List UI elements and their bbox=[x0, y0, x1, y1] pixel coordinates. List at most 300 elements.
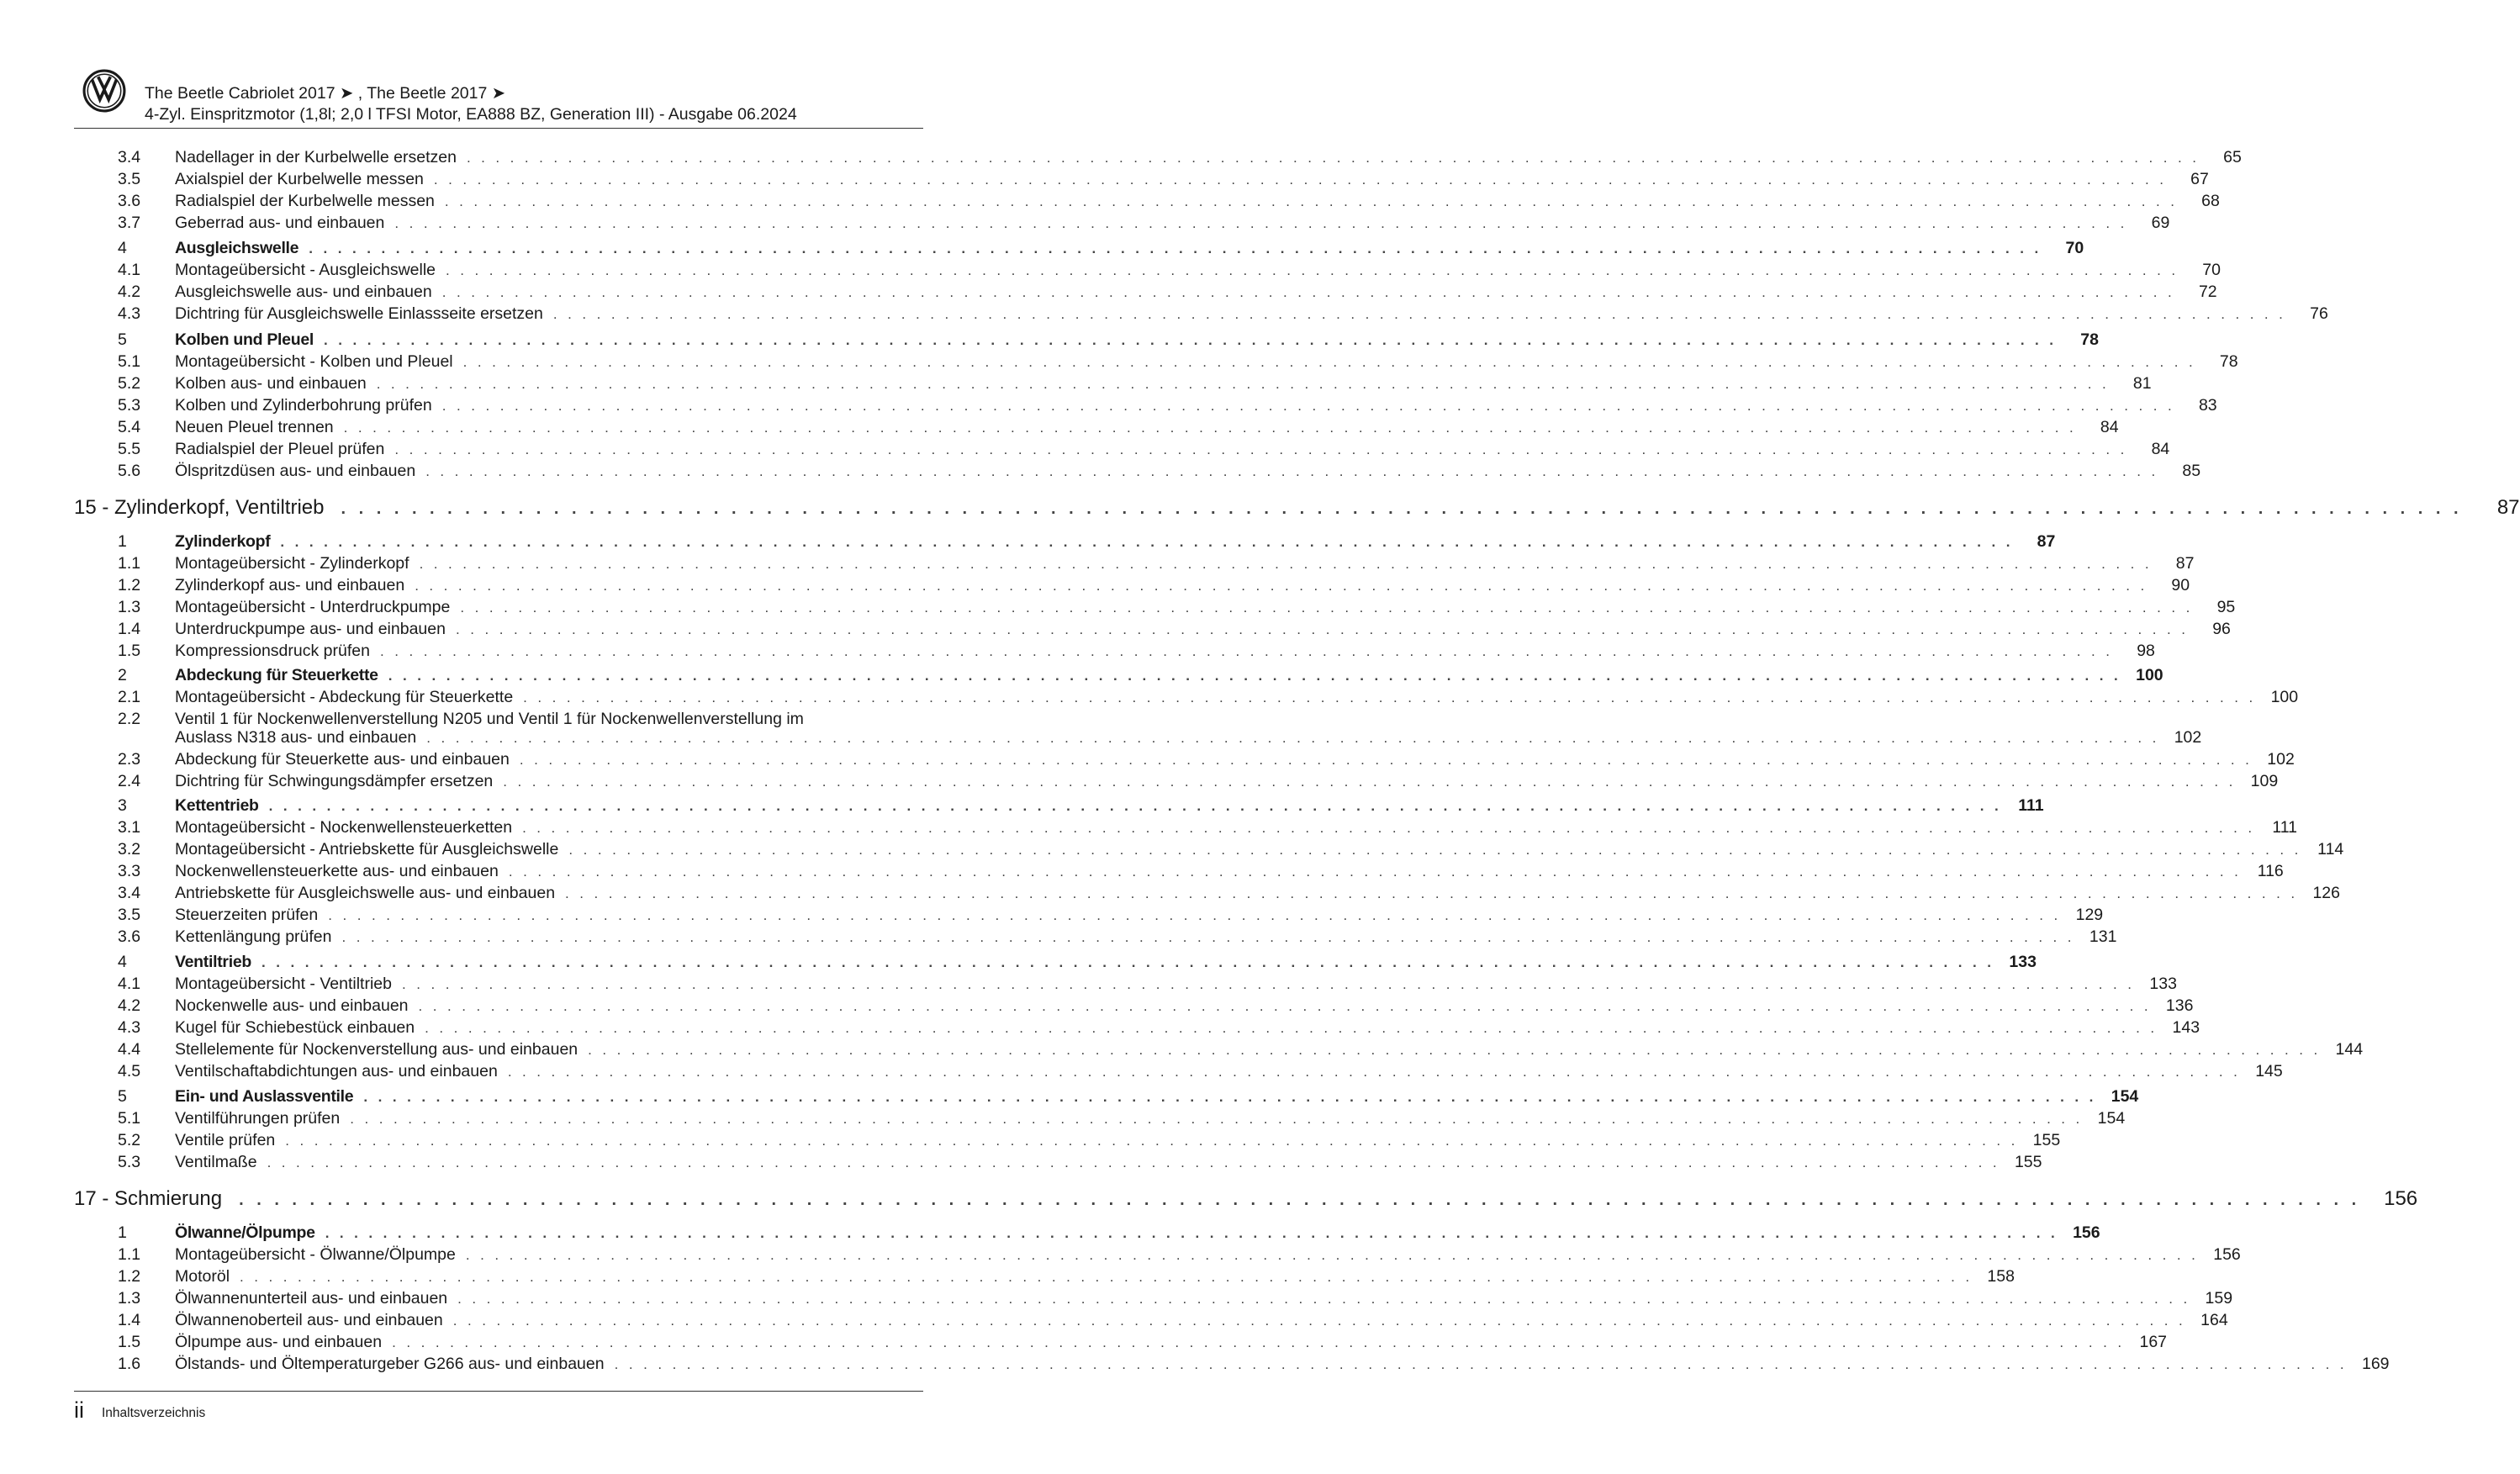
dot-leader: . . . . . . . . . . . . . . . . . . . . . . . . . . . . . . . . . . . . . . . . . . . . . . . . . . . . . . . . . . . . . . . . . . . . . . . . . . . . . . . . . . . . . . . . . . . . . . . . . . . . . . . . . . . . . . . . . . . . . . . . bbox=[280, 534, 2014, 550]
toc-page-number: 70 bbox=[2202, 261, 2221, 279]
toc-page-number: 87 bbox=[2496, 496, 2520, 519]
toc-section[interactable] bbox=[74, 1087, 2139, 1106]
toc-entry-title: Ventile prüfen bbox=[175, 1131, 276, 1149]
dot-leader: . . . . . . . . . . . . . . . . . . . . . . . . . . . . . . . . . . . . . . . . . . . . . . . . . . . . . . . . . . . . . . . . . . . . . . . . . . . . . . . . . . . . . . . . . . . . . . . . . . . . . . . . . . . . . . . . . . . . . . . . bbox=[379, 643, 2113, 659]
toc-entry-line bbox=[175, 1355, 2390, 1374]
toc-entry[interactable] bbox=[74, 214, 2170, 232]
toc-entry-line bbox=[175, 239, 2084, 258]
toc-page-number: 144 bbox=[2335, 1040, 2364, 1059]
dot-leader: . . . . . . . . . . . . . . . . . . . . . . . . . . . . . . . . . . . . . . . . . . . . . . . . . . . . . . . . . . . . . . . . . . . . . . . . . . . . . . . . . . . . . . . . . . . . . . . . . . . . . . . . . . . . . . . . . . . . . . . . bbox=[507, 1064, 2241, 1080]
toc-page-number: 111 bbox=[2272, 818, 2297, 837]
dot-leader: . . . . . . . . . . . . . . . . . . . . . . . . . . . . . . . . . . . . . . . . . . . . . . . . . . . . . . . . . . . . . . . . . . . . . . . . . . . . . . . . . . . . . . . . . . . . . . . . . . . . . . . . . . . . . . . . . . . . . . . . bbox=[433, 172, 2167, 188]
toc-entry-title: Unterdruckpumpe aus- und einbauen bbox=[175, 620, 446, 638]
toc-entry-number: 4.2 bbox=[118, 283, 141, 301]
dot-leader: . . . . . . . . . . . . . . . . . . . . . . . . . . . . . . . . . . . . . . . . . . . . . . . . . . . . . . . . . . . . . . . . . . . . . . . . . . . . . . . . . . . . . . . . . . . . . . . . . . . . . . . . . . . . . . . . . . . . . . . . bbox=[614, 1356, 2348, 1372]
dot-leader: . . . . . . . . . . . . . . . . . . . . . . . . . . . . . . . . . . . . . . . . . . . . . . . . . . . . . . . . . . . . . . . . . . . . . . . . . . . . . . . . . . . . . . . . . . . . . . . . . . . . . . . . . . . . . . . . . . . . . . . . bbox=[460, 600, 2194, 615]
toc-entry-title: Radialspiel der Pleuel prüfen bbox=[175, 440, 385, 458]
dot-leader: . . . . . . . . . . . . . . . . . . . . . . . . . . . . . . . . . . . . . . . . . . . . . . . . . . . . . . . . . . . . . . . . . . . . . . . . . . . . . . . . . . . . . . . . . . . . . . . . . . . . . . . . . . . . . . . . . . . . . . . . bbox=[441, 284, 2175, 300]
toc-page-number: 155 bbox=[2014, 1153, 2042, 1171]
toc-entry-line bbox=[175, 192, 2220, 211]
toc-page-number: 65 bbox=[2223, 148, 2242, 166]
toc-entry-number: 4.2 bbox=[118, 996, 141, 1015]
dot-leader: . . . . . . . . . . . . . . . . . . . . . . . . . . . . . . . . . . . . . . . . . . . . . . . . . . . . . . . . . . . . . . . . . . . . . . . . . . . . . . . . . . . . . . . . . . . . . . . . . . . . . . . . . . . . . . . . . . . . . . . . bbox=[325, 1225, 2058, 1241]
toc-entry-title: Montageübersicht - Ölwanne/Ölpumpe bbox=[175, 1245, 456, 1264]
dot-leader: . . . . . . . . . . . . . . . . . . . . . . . . . . . . . . . . . . . . . . . . . . . . . . . . . . . . . . . . . . . . . . . . . . . . . . . . . . . . . . . . . . . . . . . . . . . . . . . . . . . . . . . . . . . . . . . . . . . . . . . . bbox=[519, 752, 2253, 768]
footer-section-label: Inhaltsverzeichnis bbox=[102, 1406, 206, 1420]
toc-entry-number: 1.2 bbox=[118, 1267, 141, 1286]
toc-entry-line bbox=[175, 1289, 2233, 1308]
toc-entry-number: 5.1 bbox=[118, 352, 141, 371]
toc-page-number: 68 bbox=[2201, 192, 2220, 210]
toc-page-number: 154 bbox=[2111, 1087, 2139, 1106]
toc-entry[interactable] bbox=[74, 996, 2194, 1015]
toc-entry-title: Montageübersicht - Abdeckung für Steuerkette bbox=[175, 688, 514, 706]
toc-entry-line bbox=[74, 1187, 2418, 1212]
toc-entry-number: 1.3 bbox=[118, 598, 141, 616]
toc-entry[interactable] bbox=[74, 1153, 2042, 1171]
toc-entry-title: Ventilmaße bbox=[175, 1153, 257, 1171]
toc-entry-title: Zylinderkopf bbox=[175, 532, 271, 551]
toc-section[interactable] bbox=[74, 796, 2044, 815]
toc-page-number: 96 bbox=[2212, 620, 2231, 638]
dot-leader: . . . . . . . . . . . . . . . . . . . . . . . . . . . . . . . . . . . . . . . . . . . . . . . . . . . . . . . . . . . . . . . . . . . . . . . . . . . . . . . . . . . . . . . . . . . . . . . . . . . . . . . . . . . . . . . . . . . . . . . . bbox=[425, 463, 2159, 479]
toc-entry-line bbox=[175, 1018, 2200, 1038]
dot-leader: . . . . . . . . . . . . . . . . . . . . . . . . . . . . . . . . . . . . . . . . . . . . . . . . . . . . . . . . . . . . . . . . . . . . . . . . . . . . . . . . . . . . . . . . . . . . . . . . . . . . . . . . . . . . . . . . . . . . . . . . bbox=[268, 798, 2002, 814]
toc-page-number: 158 bbox=[1987, 1267, 2015, 1286]
toc-entry-number: 3.1 bbox=[118, 818, 141, 837]
toc-section[interactable] bbox=[74, 532, 2056, 551]
toc-page-number: 98 bbox=[2137, 642, 2155, 660]
dot-leader: . . . . . . . . . . . . . . . . . . . . . . . . . . . . . . . . . . . . . . . . . . . . . . . . . . . . . . . . . . . . . . . . . . . . . . . . . . . . . . . . . . . . . . . . . . . . . . . . . . . . . . . . . . . . . . . . . . . . . . . . bbox=[394, 441, 2128, 457]
toc-entry-number: 4 bbox=[118, 953, 127, 971]
toc-page-number: 114 bbox=[2317, 840, 2344, 859]
toc-entry[interactable] bbox=[74, 620, 2231, 638]
dot-leader: . . . . . . . . . . . . . . . . . . . . . . . . . . . . . . . . . . . . . . . . . . . . . . . . . . . . . . . . . . . . . . . . . . . . . . . . . . . . . . . . . . . . . . . . . . . . . . . . . . . . . . . . . . . . . . . . . . . . . . . . bbox=[522, 820, 2255, 836]
toc-chapter[interactable] bbox=[74, 496, 2520, 520]
toc-entry[interactable] bbox=[74, 688, 2299, 706]
toc-entry-number: 1.4 bbox=[118, 1311, 141, 1329]
toc-entry-title: Geberrad aus- und einbauen bbox=[175, 214, 385, 232]
toc-page-number: 159 bbox=[2205, 1289, 2233, 1308]
toc-entry-number: 1.1 bbox=[118, 1245, 141, 1264]
dot-leader: . . . . . . . . . . . . . . . . . . . . . . . . . . . . . . . . . . . . . . . . . . . . . . . . . . . . . . . . . . . . . . . . . . . . . . . . . . . . . . . . . . . . . . . . . . . . . . . . . . . . . . . . . . . . . . . . . . . . . . . . bbox=[341, 929, 2075, 945]
toc-chapter[interactable] bbox=[74, 1187, 2418, 1211]
toc-entry[interactable] bbox=[74, 772, 2279, 790]
toc-entry-title: Kettenlängung prüfen bbox=[175, 927, 332, 946]
dot-leader: . . . . . . . . . . . . . . . . . . . . . . . . . . . . . . . . . . . . . . . . . . . . . . . . . . . . . . . . . . . . . . . . . . . . . . . . . . . . . . . . . . . . . . . . . . . . . . . . . . . . . . . . . . . . . . . . . . . . . . . . bbox=[401, 976, 2135, 992]
toc-entry[interactable] bbox=[74, 975, 2177, 993]
toc-entry-number: 1 bbox=[118, 1223, 127, 1242]
toc-page-number: 169 bbox=[2361, 1355, 2390, 1373]
toc-entry-number: 5.2 bbox=[118, 1131, 141, 1149]
toc-page-number: 154 bbox=[2097, 1109, 2126, 1128]
toc-page-number: 81 bbox=[2132, 374, 2152, 393]
toc-entry-number: 4.3 bbox=[118, 304, 141, 323]
toc-entry-line bbox=[175, 840, 2344, 859]
toc-section[interactable] bbox=[74, 330, 2099, 349]
toc-entry[interactable] bbox=[74, 642, 2155, 660]
dot-leader: . . . . . . . . . . . . . . . . . . . . . . . . . . . . . . . . . . . . . . . . . . . . . . . . . . . . . . . . . . . . . . . . . . . . . . . . . . . . . . . . . . . . . . . . . . . . . . . . . . . . . . . . . . . . . . . . . . . . . . . . bbox=[324, 332, 2057, 348]
toc-entry-number: 5.2 bbox=[118, 374, 141, 393]
toc-entry-number: 3.6 bbox=[118, 927, 141, 946]
toc-entry-number: 5 bbox=[118, 1087, 127, 1106]
vw-logo-icon bbox=[82, 69, 126, 113]
toc-page-number: 133 bbox=[2149, 975, 2177, 993]
toc-entry-title: Zylinderkopf aus- und einbauen bbox=[175, 576, 405, 594]
toc-entry-number: 5.4 bbox=[118, 418, 141, 436]
toc-entry-line bbox=[175, 953, 2037, 972]
toc-entry-line bbox=[175, 996, 2194, 1016]
dot-leader: . . . . . . . . . . . . . . . . . . . . . . . . . . . . . . . . . . . . . . . . . . . . . . . . . . . . . . . . . . . . . . . . . . . . . . . . . . . . . . . . . . . . . . . . . . . . . . . . . . . . . . . . . . . . . . . . . . . . . . . . bbox=[457, 1291, 2191, 1307]
dot-leader: . . . . . . . . . . . . . . . . . . . . . . . . . . . . . . . . . . . . . . . . . . . . . . . . . . . . . . . . . . . . . . . . . . . . . . . . . . . . . . . . . . . . . . . . . . . . . . . . . . . . . . . . . . . . . . . . . . . . . . . . bbox=[452, 1313, 2186, 1329]
toc-entry-title: Kolben aus- und einbauen bbox=[175, 374, 367, 393]
toc-entry-number: 2.2 bbox=[118, 710, 141, 728]
toc-page-number: 126 bbox=[2312, 884, 2340, 902]
toc-page-number: 102 bbox=[2174, 728, 2202, 747]
dot-leader: . . . . . . . . . . . . . . . . . . . . . . . . . . . . . . . . . . . . . . . . . . . . . . . . . . . . . . . . . . . . . . . . . . . . . . . . . . . . . . . . . . . . . . . . . . . . . . . . . . . . . . . . . . . . . . . . . . . . . . . . bbox=[394, 215, 2128, 231]
toc-entry-line bbox=[175, 554, 2195, 573]
toc-entry-line bbox=[175, 728, 2202, 748]
toc-entry-line bbox=[175, 1109, 2126, 1128]
toc-entry[interactable] bbox=[74, 750, 2295, 769]
toc-entry-number: 3.2 bbox=[118, 840, 141, 859]
toc-entry[interactable] bbox=[74, 170, 2209, 188]
dot-leader: . . . . . . . . . . . . . . . . . . . . . . . . . . . . . . . . . . . . . . . . . . . . . . . . . . . . . . . . . . . . . . . . . . . . . . . . . . . . . . . . . . . . . . . . . . . . . . . . . . . . . . . . . . . . . . . . . . . . . . . . bbox=[426, 730, 2160, 746]
toc-entry-line bbox=[175, 1131, 2061, 1150]
toc-entry[interactable] bbox=[74, 927, 2117, 946]
toc-entry-line bbox=[175, 352, 2238, 372]
toc-entry-number: 2.1 bbox=[118, 688, 141, 706]
toc-page-number: 87 bbox=[2175, 554, 2195, 573]
toc-entry-line bbox=[175, 975, 2177, 994]
toc-entry-title: Kugel für Schiebestück einbauen bbox=[175, 1018, 415, 1037]
toc-entry-number: 1.6 bbox=[118, 1355, 141, 1373]
toc-entry-line bbox=[175, 462, 2201, 481]
toc-entry-number: 1.1 bbox=[118, 554, 141, 573]
toc-entry-number: 3.4 bbox=[118, 884, 141, 902]
toc-page-number: 85 bbox=[2182, 462, 2201, 480]
toc-entry-number: 3.3 bbox=[118, 862, 141, 880]
toc-entry[interactable] bbox=[74, 1018, 2200, 1037]
toc-page-number: 167 bbox=[2139, 1333, 2168, 1351]
toc-entry[interactable] bbox=[74, 1289, 2233, 1308]
toc-entry-line bbox=[175, 906, 2104, 925]
toc-entry[interactable] bbox=[74, 1109, 2126, 1128]
toc-page-number: 67 bbox=[2190, 170, 2209, 188]
toc-page-number: 116 bbox=[2257, 862, 2284, 880]
toc-page-number: 131 bbox=[2089, 927, 2117, 946]
dot-leader: . . . . . . . . . . . . . . . . . . . . . . . . . . . . . . . . . . . . . . . . . . . . . . . . . . . . . . . . . . . . . . . . . . . . . . . . . . . . . . . . . . . . . . . . . . . . . . . . . . . . . . . . . . . . . . . . . . . . . . . . bbox=[588, 1042, 2322, 1058]
toc-entry[interactable] bbox=[74, 840, 2344, 859]
toc-entry-line bbox=[175, 772, 2279, 791]
toc-entry[interactable] bbox=[74, 1245, 2241, 1264]
dot-leader: . . . . . . . . . . . . . . . . . . . . . . . . . . . . . . . . . . . . . . . . . . . . . . . . . . . . . . . . . . . . . . . . . . . . . . . . . . . . . . . . . . . . . . . . . . . . . . . . . . . . . . . . . . . . . . . . . . . . . . . . bbox=[523, 689, 2257, 705]
dot-leader: . . . . . . . . . . . . . . . . . . . . . . . . . . . . . . . . . . . . . . . . . . . . . . . . . . . . . . . . . . . . . . . . . . . . . . . . . . . . . . . . . . . . . . . . . . . . . . . . . . . . . . . . . . . . . . . . . . . . . . . . bbox=[285, 1133, 2019, 1149]
toc-entry-title: Auslass N318 aus- und einbauen bbox=[175, 728, 417, 747]
toc-entry-number: 4.1 bbox=[118, 261, 141, 279]
toc-entry-line bbox=[175, 1333, 2168, 1352]
toc-entry-title: Abdeckung für Steuerkette aus- und einbauen bbox=[175, 750, 510, 769]
toc-entry-title: Neuen Pleuel trennen bbox=[175, 418, 334, 436]
toc-page-number: 143 bbox=[2172, 1018, 2200, 1037]
toc-entry-line bbox=[175, 750, 2295, 769]
toc-entry-title: Montageübersicht - Ventiltrieb bbox=[175, 975, 392, 993]
toc-entry-title: Dichtring für Ausgleichswelle Einlassseite ersetzen bbox=[175, 304, 543, 323]
toc-entry[interactable] bbox=[74, 1311, 2228, 1329]
dot-leader: . . . . . . . . . . . . . . . . . . . . . . . . . . . . . . . . . . . . . . . . . . . . . . . . . . . . . . . . . . . . . . . . . . . . . . . . . . . . . . . . . . . . . . . . . . . . . . . . . . . . . . . . . . . . . . . . . . . . . . . . bbox=[568, 842, 2302, 858]
toc-page-number: 156 bbox=[2384, 1187, 2418, 1210]
toc-entry-title: Ventil 1 für Nockenwellenverstellung N205 und Ventil 1 für Nockenwellenverstellung im bbox=[175, 710, 804, 728]
toc-entry-title: Ölpumpe aus- und einbauen bbox=[175, 1333, 383, 1351]
toc-entry[interactable] bbox=[74, 1131, 2061, 1149]
dot-leader: . . . . . . . . . . . . . . . . . . . . . . . . . . . . . . . . . . . . . . . . . . . . . . . . . . . . . . . . . . . . . . . . . . . . . . . . . . . . . . . . . . . . . . . . . . . . . . . . . . . . . . . . . . . . . . . . . . . . . . . . bbox=[309, 240, 2042, 256]
toc-page-number: 129 bbox=[2075, 906, 2104, 924]
dot-leader: . . . . . . . . . . . . . . . . . . . . . . . . . . . . . . . . . . . . . . . . . . . . . . . . . . . . . . . . . . . . . . . . . . . . . . . . . . . . . . . . . . . . . . . . . . . . . . . . . . . . . . . . . . . . . . . . . . . . . . . . bbox=[455, 621, 2189, 637]
toc-entry-title: Ein- und Auslassventile bbox=[175, 1087, 354, 1106]
toc-section[interactable] bbox=[74, 239, 2084, 257]
dot-leader: . . . . . . . . . . . . . . . . . . . . . . . . . . . . . . . . . . . . . . . . . . . . . . . . . . . . . . . . . . . . . . . . . . . . . . . . . . . . . . . . . . . . . . . . . . . . . . . . . . . . . . . . . . . . . . . . . . . . . . . . bbox=[552, 306, 2286, 322]
dot-leader: . . . . . . . . . . . . . . . . . . . . . . . . . . . . . . . . . . . . . . . . . . . . . . . . . . . . . . . . . . . . . . . . . . . . . . . . . . . . . . . . . . . . . . . . . . . . . . . . . . . . . . . . . . . . . . . . . . . . . . . . bbox=[376, 376, 2110, 392]
toc-entry-title: Steuerzeiten prüfen bbox=[175, 906, 319, 924]
toc-page-number: 164 bbox=[2200, 1311, 2228, 1329]
toc-page-number: 133 bbox=[2009, 953, 2037, 971]
toc-entry-line bbox=[175, 796, 2044, 816]
toc-entry-title: Ventiltrieb bbox=[175, 953, 251, 971]
toc-entry[interactable] bbox=[74, 192, 2220, 210]
toc-page-number: 84 bbox=[2151, 440, 2170, 458]
toc-entry-line bbox=[175, 396, 2217, 415]
toc-entry-title: Kettentrieb bbox=[175, 796, 259, 815]
toc-entry-line bbox=[175, 532, 2056, 552]
toc-page-number: 100 bbox=[2136, 666, 2163, 684]
toc-entry-title: Montageübersicht - Zylinderkopf bbox=[175, 554, 409, 573]
dot-leader: . . . . . . . . . . . . . . . . . . . . . . . . . . . . . . . . . . . . . . . . . . . . . . . . . . . . . . . . . . . . . . . . . . . . . . . . . . . . . . . . . . . . . . . . . . . . . . . . . . . . . . . . . . . . . . . . . . . . . . . . bbox=[418, 998, 2152, 1014]
toc-page-number: 136 bbox=[2165, 996, 2194, 1015]
toc-entry-number: 4.5 bbox=[118, 1062, 141, 1080]
header-title: The Beetle Cabriolet 2017 ➤ , The Beetle 2017 ➤ bbox=[145, 84, 506, 103]
toc-entry-line bbox=[175, 862, 2284, 881]
toc-entry-title: Montageübersicht - Antriebskette für Ausgleichswelle bbox=[175, 840, 559, 859]
dot-leader: . . . . . . . . . . . . . . . . . . . . . . . . . . . . . . . . . . . . . . . . . . . . . . . . . . . . . . . . . . . . . . . . . . . . . . . . . . . . . . . . . . . . . . . . . . . . . . . . . . . . . . . . . . . . . . . . . . . . . . . . bbox=[363, 1089, 2097, 1105]
dot-leader: . . . . . . . . . . . . . . . . . . . . . . . . . . . . . . . . . . . . . . . . . . . . . . . . . . . . . . . . . . . . . . . . . . . . . . . . . . . . . . . . . . . . . . . . . . . . . . . . . . . . . . . . . . . . . . . . . . . . . . . . bbox=[388, 668, 2121, 684]
toc-entry-title: Dichtring für Schwingungsdämpfer ersetzen bbox=[175, 772, 494, 790]
dot-leader: . . . . . . . . . . . . . . . . . . . . . . . . . . . . . . . . . . . . . . . . . . . . . . . . . . . . . . . . . . . . . . . . . . . . . . . . . . . . . . . . . . . . . . . . . . . . . . . . . . . . . . . . . . . . . . . . . . . . . . . . bbox=[415, 578, 2148, 594]
toc-entry-number: 3.4 bbox=[118, 148, 141, 166]
toc-entry-title: Kolben und Pleuel bbox=[175, 330, 314, 349]
toc-section[interactable] bbox=[74, 953, 2037, 971]
toc-entry-line bbox=[175, 666, 2163, 685]
toc-entry-line bbox=[175, 642, 2155, 661]
toc-entry-line bbox=[175, 598, 2236, 617]
toc-entry-line bbox=[175, 283, 2217, 302]
toc-entry-title: Ölstands- und Öltemperaturgeber G266 aus- und einbauen bbox=[175, 1355, 605, 1373]
toc-entry-title: Ventilschaftabdichtungen aus- und einbauen bbox=[175, 1062, 498, 1080]
footer-divider bbox=[74, 1391, 923, 1392]
toc-entry-number: 5 bbox=[118, 330, 127, 349]
dot-leader: . . . . . . . . . . . . . . . . . . . . . . . . . . . . . . . . . . . . . . . . . . . . . . . . . . . . . . . . . . . . . . . . . . . . . . . . . . . . . . . . . . . . . . . . . . . . . . . . . . . . . . . . . . . . . . . . . . . . . . . . bbox=[503, 774, 2237, 790]
toc-entry[interactable] bbox=[74, 462, 2201, 480]
toc-entry-line bbox=[175, 1153, 2042, 1172]
footer-page-number: ii bbox=[74, 1397, 84, 1423]
dot-leader: . . . . . . . . . . . . . . . . . . . . . . . . . . . . . . . . . . . . . . . . . . . . . . . . . . . . . . . . . . . . . . . . . . . . . . . . . . . . . . . . . . . . . . . . . . . . . . . . . . . . . . . . . . . . . . . . . . . . . . . . bbox=[350, 1111, 2084, 1127]
toc-section[interactable] bbox=[74, 666, 2163, 684]
toc-entry[interactable] bbox=[74, 396, 2217, 415]
toc-entry-line bbox=[175, 884, 2340, 903]
toc-entry-line bbox=[175, 1311, 2228, 1330]
toc-entry-number: 1.5 bbox=[118, 642, 141, 660]
dot-leader: . . . . . . . . . . . . . . . . . . . . . . . . . . . . . . . . . . . . . . . . . . . . . . . . . . . . . . . . . . . . . . . . . . . . . . . . . . . . . . . . . . . . . . . . . . . . . . . . . . . . . . . . . . . . . . . . . . . . . . . . bbox=[240, 1269, 1973, 1285]
toc-entry[interactable] bbox=[74, 261, 2221, 279]
toc-entry[interactable] bbox=[74, 440, 2170, 458]
dot-leader: . . . . . . . . . . . . . . . . . . . . . . . . . . . . . . . . . . . . . . . . . . . . . . . . . . . . . . . . . . . . . . . . . . . . . . . . . . . . . . . . . . . . . . . . . . . . . . . . . . . . . . . . . . . . . . . . . . . . . . . . bbox=[392, 1334, 2126, 1350]
toc-entry-line bbox=[175, 330, 2099, 350]
toc-entry-number: 5.3 bbox=[118, 1153, 141, 1171]
toc-entry[interactable] bbox=[74, 710, 2202, 747]
toc-page-number: 76 bbox=[2310, 304, 2328, 323]
toc-entry[interactable] bbox=[74, 352, 2238, 371]
toc-entry-line bbox=[175, 418, 2119, 437]
toc-page-number: 87 bbox=[2037, 532, 2056, 551]
toc-entry[interactable] bbox=[74, 862, 2284, 880]
toc-entry-title: Ausgleichswelle aus- und einbauen bbox=[175, 283, 432, 301]
toc-entry-line bbox=[175, 1245, 2241, 1265]
toc-entry[interactable] bbox=[74, 818, 2297, 837]
toc-entry[interactable] bbox=[74, 374, 2152, 393]
dot-leader: . . . . . . . . . . . . . . . . . . . . . . . . . . . . . . . . . . . . . . . . . . . . . . . . . . . . . . . . . . . . . . . . . . . . . . . . . . . . . . . . . . . . . . . . . . . . . . . . . . . . . . . . . . . . . . . . . . . . . . . . bbox=[341, 499, 2463, 518]
toc-entry-title: Ausgleichswelle bbox=[175, 239, 299, 257]
toc-section[interactable] bbox=[74, 1223, 2100, 1242]
toc-entry[interactable] bbox=[74, 884, 2340, 902]
toc-entry-number: 1.5 bbox=[118, 1333, 141, 1351]
toc-entry-title: Axialspiel der Kurbelwelle messen bbox=[175, 170, 424, 188]
toc-entry[interactable] bbox=[74, 1267, 2015, 1286]
toc-entry-title: Ölwanne/Ölpumpe bbox=[175, 1223, 315, 1242]
toc-page-number: 72 bbox=[2198, 283, 2217, 301]
toc-page-number: 111 bbox=[2018, 796, 2044, 815]
toc-entry-title: Kolben und Zylinderbohrung prüfen bbox=[175, 396, 432, 415]
dot-leader: . . . . . . . . . . . . . . . . . . . . . . . . . . . . . . . . . . . . . . . . . . . . . . . . . . . . . . . . . . . . . . . . . . . . . . . . . . . . . . . . . . . . . . . . . . . . . . . . . . . . . . . . . . . . . . . . . . . . . . . . bbox=[441, 398, 2175, 414]
toc-page-number: 145 bbox=[2255, 1062, 2283, 1080]
toc-page-number: 69 bbox=[2151, 214, 2170, 232]
toc-entry[interactable] bbox=[74, 418, 2119, 436]
toc-entry-number: 5.5 bbox=[118, 440, 141, 458]
dot-leader: . . . . . . . . . . . . . . . . . . . . . . . . . . . . . . . . . . . . . . . . . . . . . . . . . . . . . . . . . . . . . . . . . . . . . . . . . . . . . . . . . . . . . . . . . . . . . . . . . . . . . . . . . . . . . . . . . . . . . . . . bbox=[261, 954, 1994, 970]
toc-entry[interactable] bbox=[74, 906, 2104, 924]
toc-page-number: 84 bbox=[2100, 418, 2119, 436]
toc-entry-line bbox=[74, 496, 2520, 520]
toc-page-number: 70 bbox=[2065, 239, 2084, 257]
toc-entry-number: 4.1 bbox=[118, 975, 141, 993]
toc-entry-line bbox=[175, 1223, 2100, 1243]
toc-entry-line bbox=[175, 1087, 2139, 1107]
toc-entry[interactable] bbox=[74, 1355, 2390, 1373]
toc-entry[interactable] bbox=[74, 598, 2236, 616]
toc-entry-line bbox=[175, 1267, 2015, 1286]
dot-leader: . . . . . . . . . . . . . . . . . . . . . . . . . . . . . . . . . . . . . . . . . . . . . . . . . . . . . . . . . . . . . . . . . . . . . . . . . . . . . . . . . . . . . . . . . . . . . . . . . . . . . . . . . . . . . . . . . . . . . . . . bbox=[267, 1154, 2000, 1170]
toc-page-number: 100 bbox=[2270, 688, 2299, 706]
toc-entry-title: Radialspiel der Kurbelwelle messen bbox=[175, 192, 435, 210]
toc-entry-title: Nockenwelle aus- und einbauen bbox=[175, 996, 409, 1015]
toc-chapter-title: 15 - Zylinderkopf, Ventiltrieb bbox=[74, 496, 325, 519]
toc-entry-title: Montageübersicht - Nockenwellensteuerketten bbox=[175, 818, 513, 837]
toc-entry-line bbox=[175, 576, 2190, 595]
dot-leader: . . . . . . . . . . . . . . . . . . . . . . . . . . . . . . . . . . . . . . . . . . . . . . . . . . . . . . . . . . . . . . . . . . . . . . . . . . . . . . . . . . . . . . . . . . . . . . . . . . . . . . . . . . . . . . . . . . . . . . . . bbox=[328, 907, 2062, 923]
dot-leader: . . . . . . . . . . . . . . . . . . . . . . . . . . . . . . . . . . . . . . . . . . . . . . . . . . . . . . . . . . . . . . . . . . . . . . . . . . . . . . . . . . . . . . . . . . . . . . . . . . . . . . . . . . . . . . . . . . . . . . . . bbox=[444, 193, 2178, 209]
toc-entry-line bbox=[175, 440, 2170, 459]
toc-entry-title: Motoröl bbox=[175, 1267, 230, 1286]
toc-entry-title: Montageübersicht - Unterdruckpumpe bbox=[175, 598, 451, 616]
toc-entry-number: 4.4 bbox=[118, 1040, 141, 1059]
page-header bbox=[82, 69, 923, 129]
dot-leader: . . . . . . . . . . . . . . . . . . . . . . . . . . . . . . . . . . . . . . . . . . . . . . . . . . . . . . . . . . . . . . . . . . . . . . . . . . . . . . . . . . . . . . . . . . . . . . . . . . . . . . . . . . . . . . . . . . . . . . . . bbox=[446, 262, 2179, 278]
toc-page-number: 90 bbox=[2171, 576, 2190, 594]
toc-entry-title: Stellelemente für Nockenverstellung aus- und einbauen bbox=[175, 1040, 578, 1059]
toc-entry[interactable] bbox=[74, 1333, 2168, 1351]
toc-page-number: 155 bbox=[2032, 1131, 2061, 1149]
toc-entry[interactable] bbox=[74, 576, 2190, 594]
toc-entry-title: Ölwannenoberteil aus- und einbauen bbox=[175, 1311, 443, 1329]
toc-entry-number: 3.5 bbox=[118, 170, 141, 188]
dot-leader: . . . . . . . . . . . . . . . . . . . . . . . . . . . . . . . . . . . . . . . . . . . . . . . . . . . . . . . . . . . . . . . . . . . . . . . . . . . . . . . . . . . . . . . . . . . . . . . . . . . . . . . . . . . . . . . . . . . . . . . . bbox=[343, 420, 2077, 436]
toc-entry-number: 5.3 bbox=[118, 396, 141, 415]
toc-chapter-title: 17 - Schmierung bbox=[74, 1187, 223, 1210]
toc-entry-line bbox=[175, 374, 2152, 394]
toc-entry-title: Nadellager in der Kurbelwelle ersetzen bbox=[175, 148, 457, 166]
toc-page-number: 95 bbox=[2216, 598, 2236, 616]
toc-page-number: 83 bbox=[2198, 396, 2217, 415]
toc-page-number: 156 bbox=[2073, 1223, 2100, 1242]
toc-entry-number: 1.4 bbox=[118, 620, 141, 638]
toc-entry-number: 5.6 bbox=[118, 462, 141, 480]
toc-entry-line bbox=[175, 1040, 2364, 1059]
toc-entry-title: Abdeckung für Steuerkette bbox=[175, 666, 378, 684]
toc-entry-line bbox=[175, 170, 2209, 189]
toc-entry[interactable] bbox=[74, 304, 2328, 323]
toc-entry-number: 3.6 bbox=[118, 192, 141, 210]
toc-entry-line bbox=[175, 148, 2242, 167]
toc-entry-number: 2.4 bbox=[118, 772, 141, 790]
dot-leader: . . . . . . . . . . . . . . . . . . . . . . . . . . . . . . . . . . . . . . . . . . . . . . . . . . . . . . . . . . . . . . . . . . . . . . . . . . . . . . . . . . . . . . . . . . . . . . . . . . . . . . . . . . . . . . . . . . . . . . . . bbox=[425, 1020, 2158, 1036]
header-divider bbox=[74, 128, 923, 129]
toc-entry[interactable] bbox=[74, 283, 2217, 301]
toc-entry-number: 3 bbox=[118, 796, 127, 815]
toc-entry[interactable] bbox=[74, 148, 2242, 166]
toc-entry-number: 3.5 bbox=[118, 906, 141, 924]
toc-entry[interactable] bbox=[74, 554, 2195, 573]
toc-entry[interactable] bbox=[74, 1062, 2283, 1080]
toc-entry-number: 4.3 bbox=[118, 1018, 141, 1037]
toc-entry-line bbox=[175, 1062, 2283, 1081]
toc-entry-line bbox=[175, 620, 2231, 639]
toc-page-number: 78 bbox=[2219, 352, 2238, 371]
toc-entry-title: Antriebskette für Ausgleichswelle aus- und einbauen bbox=[175, 884, 556, 902]
toc-entry-title: Montageübersicht - Ausgleichswelle bbox=[175, 261, 436, 279]
toc-entry-line bbox=[175, 214, 2170, 233]
dot-leader: . . . . . . . . . . . . . . . . . . . . . . . . . . . . . . . . . . . . . . . . . . . . . . . . . . . . . . . . . . . . . . . . . . . . . . . . . . . . . . . . . . . . . . . . . . . . . . . . . . . . . . . . . . . . . . . . . . . . . . . . bbox=[419, 556, 2153, 572]
toc-entry-number: 3.7 bbox=[118, 214, 141, 232]
toc-entry-title: Ölspritzdüsen aus- und einbauen bbox=[175, 462, 416, 480]
dot-leader: . . . . . . . . . . . . . . . . . . . . . . . . . . . . . . . . . . . . . . . . . . . . . . . . . . . . . . . . . . . . . . . . . . . . . . . . . . . . . . . . . . . . . . . . . . . . . . . . . . . . . . . . . . . . . . . . . . . . . . . . bbox=[462, 354, 2196, 370]
toc-entry-line bbox=[175, 261, 2221, 280]
toc-entry-title: Ölwannenunterteil aus- und einbauen bbox=[175, 1289, 448, 1308]
dot-leader: . . . . . . . . . . . . . . . . . . . . . . . . . . . . . . . . . . . . . . . . . . . . . . . . . . . . . . . . . . . . . . . . . . . . . . . . . . . . . . . . . . . . . . . . . . . . . . . . . . . . . . . . . . . . . . . . . . . . . . . . bbox=[565, 885, 2298, 901]
dot-leader: . . . . . . . . . . . . . . . . . . . . . . . . . . . . . . . . . . . . . . . . . . . . . . . . . . . . . . . . . . . . . . . . . . . . . . . . . . . . . . . . . . . . . . . . . . . . . . . . . . . . . . . . . . . . . . . . . . . . . . . . bbox=[508, 864, 2242, 880]
toc-entry-number: 4 bbox=[118, 239, 127, 257]
toc-entry[interactable] bbox=[74, 1040, 2364, 1059]
toc-page-number: 156 bbox=[2213, 1245, 2241, 1264]
toc-entry-number: 5.1 bbox=[118, 1109, 141, 1128]
toc-entry-line bbox=[175, 927, 2117, 947]
